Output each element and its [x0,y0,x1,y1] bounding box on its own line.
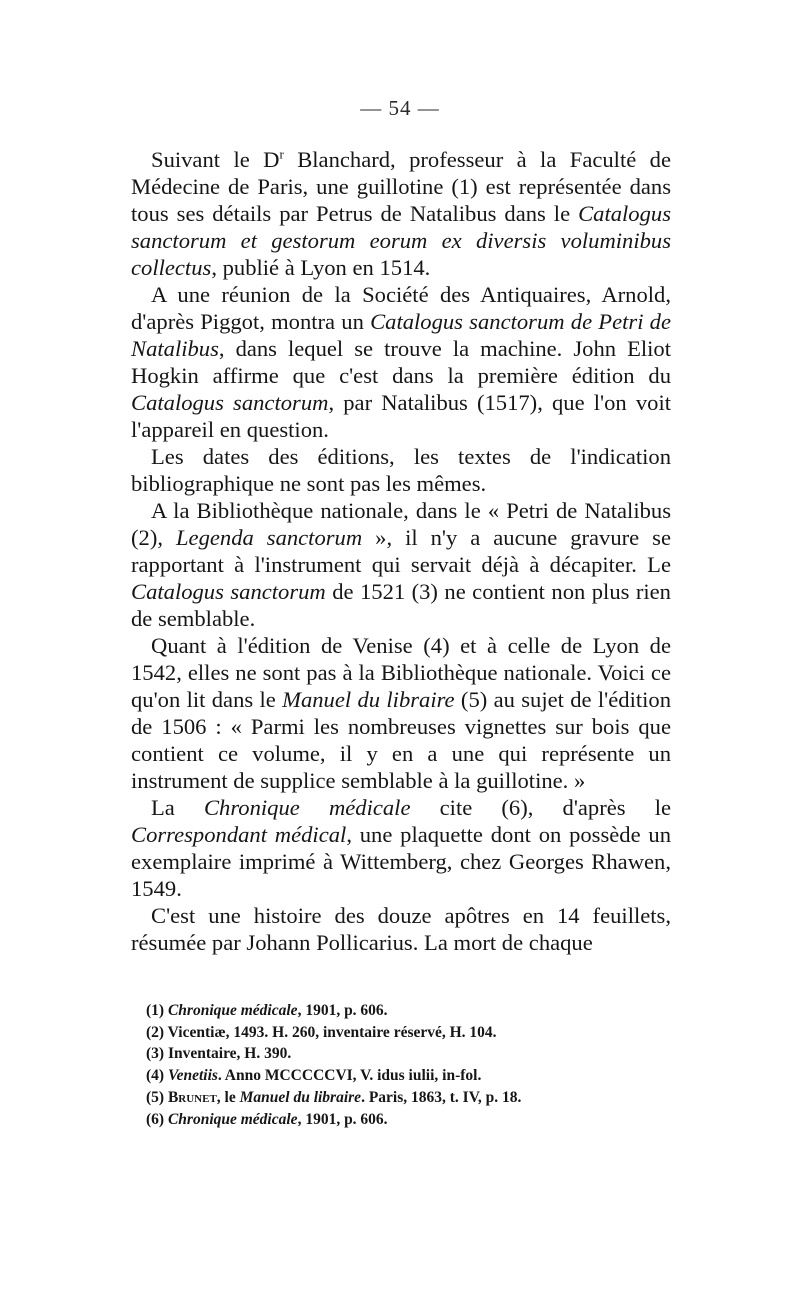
paragraph [131,497,671,632]
text-run: Chronique médicale [203,795,411,820]
text-run: Chronique médicale [167,1002,298,1019]
text-run: , le [216,1088,240,1106]
text-run: Brunet [167,1088,217,1106]
footnote [146,1022,666,1044]
page-number: — 54 — [360,96,440,120]
text-run: C'est une histoire des douze apôtres en 14 feuillets, résumée par Johann Pollicarius. La mort de chaque [131,903,671,955]
text-run: . Anno MCCCCCVI, V. idus iulii, in-fol. [217,1067,482,1085]
text-run: Catalogus sanctorum et gestorum eorum ex diversis voluminibus collectus [131,201,671,280]
text-run: Quant à l'édition de Venise (4) et à celle de Lyon de 1542, elles ne sont pas à la Bibliothèque nationale. Voici ce qu'on lit dans le [131,633,671,712]
paragraph [131,281,671,443]
text-run: (3) Inventaire, H. 390. [146,1045,292,1063]
text-run: Suivant le D [151,147,280,172]
text-run: (4) [146,1067,168,1085]
text-run: Les dates des éditions, les textes de l'indication bibliographique ne sont pas les mêmes. [131,444,671,496]
paragraph [131,146,671,281]
text-run: , 1901, p. 606. [297,1110,388,1128]
text-run: La [151,795,204,820]
text-run: Venetiis [167,1067,218,1085]
text-run: (2) Vicentiæ, 1493. H. 260, inventaire réservé, H. 104. [146,1023,497,1041]
text-run: Chronique médicale [167,1110,298,1128]
paragraph [131,794,671,902]
text-run: , publié à Lyon en 1514. [211,255,431,280]
text-run: Manuel du libraire [239,1088,362,1106]
text-run: Manuel du libraire [282,687,455,712]
text-run: A une réunion de la Société des Antiquaires, Arnold, d'après Piggot, montra un [131,282,671,334]
text-run: . Paris, 1863, t. IV, p. 18. [361,1088,522,1106]
text-run: Legenda sanctorum [175,525,363,550]
text-run: (5) au sujet de l'édition de 1506 : « Parmi les nombreuses vignettes sur bois que contient ce volume, il y en a une qui représente un instrument de supplice semblable à la guillotine. » [131,687,671,793]
footnote [146,1065,666,1087]
text-run: , par Natalibus (1517), que l'on voit l'appareil en question. [131,390,672,442]
text-run: Catalogus sanctorum [131,579,326,604]
text-run: A la Bibliothèque nationale, dans le « Petri de Natalibus (2), [131,498,671,550]
text-run: , dans lequel se trouve la machine. John Eliot Hogkin affirme que c'est dans la première édition du [131,336,671,388]
paragraph [131,902,671,956]
text-run: , une plaquette dont on possède un exemplaire imprimé à Wittemberg, chez Georges Rhawen, 1549. [131,822,671,901]
footnotes [146,1000,666,1130]
text-run: r [279,146,284,162]
text-run: Correspondant médical [131,822,347,847]
text-run: cite (6), d'après le [410,795,672,820]
footnote [146,1109,666,1131]
text-run: Catalogus sanctorum [131,390,329,415]
paragraph [131,443,671,497]
text-run: , 1901, p. 606. [297,1002,388,1019]
text-run: (5) [146,1088,168,1106]
footnote [146,1000,666,1022]
text-run: Blanchard, professeur à la Faculté de Médecine de Paris, une guillotine (1) est représentée dans tous ses détails par Petrus de Natalibus dans le [131,147,671,226]
body-text [131,146,671,956]
text-run: », il n'y a aucune gravure se rapportant à l'instrument qui servait déjà à décapiter. Le [131,525,671,577]
paragraph [131,632,671,794]
text-run: (1) [146,1002,168,1019]
text-run: (6) [146,1110,168,1128]
text-run: de 1521 (3) ne contient non plus rien de semblable. [131,579,671,631]
text-run: Catalogus sanctorum de Petri de Natalibus [131,309,671,361]
footnote [146,1043,666,1065]
footnote [146,1087,666,1109]
